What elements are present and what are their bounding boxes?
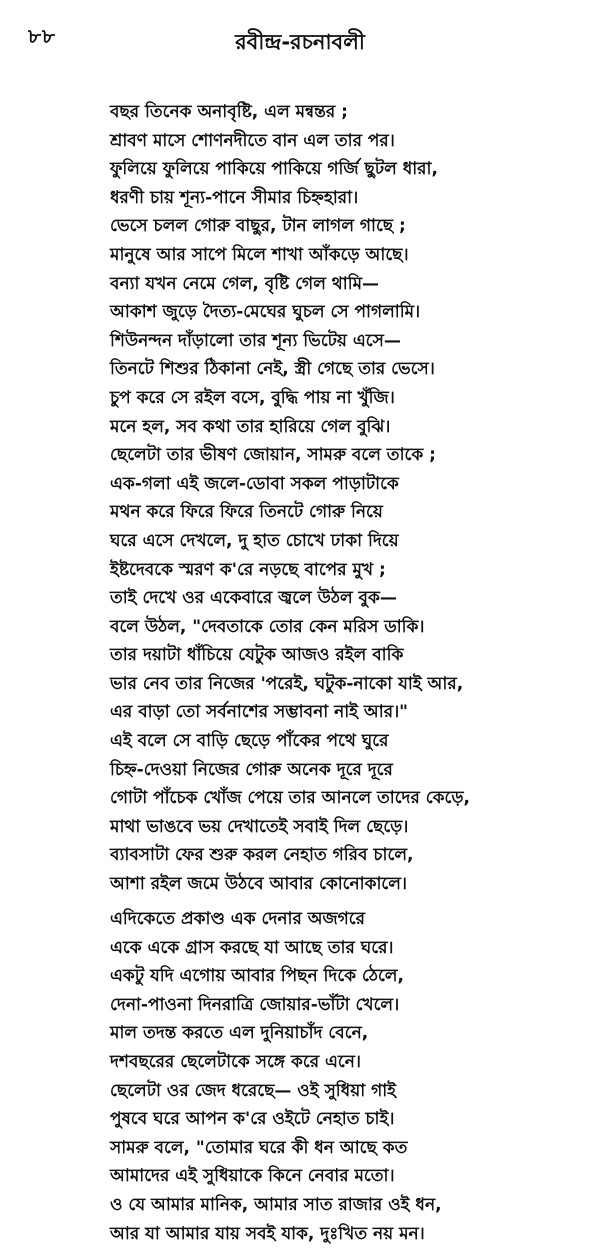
poem-line: বন্যা যখন নেমে গেল, বৃষ্টি গেল থামি— <box>110 273 380 294</box>
poem-line: তিনটে শিশুর ঠিকানা নেই, স্ত্রী গেছে তার ভেসে। <box>110 359 435 380</box>
poem-line: আকাশ জুড়ে দৈত্য-মেঘের ঘুচল সে পাগলামি। <box>110 302 421 323</box>
poem-line: ভার নেব তার নিজের 'পরেই, ঘটুক-নাকো যাই আর, <box>110 673 464 694</box>
poem-line: চিহ্ন-দেওয়া নিজের গোরু অনেক দূরে দূরে <box>110 759 393 780</box>
poem-line: আর যা আমার যায় সবই যাক, দুঃখিত নয় মন। <box>110 1223 425 1244</box>
poem-line: দেনা-পাওনা দিনরাত্রি জোয়ার-ভাঁটা খেলে। <box>110 994 400 1015</box>
poem-line: এর বাড়া তো সর্বনাশের সম্ভাবনা নাই আর।" <box>110 702 409 723</box>
poem-line: ব্যাবসাটা ফের শুরু করল নেহাত গরিব চালে, <box>110 845 414 866</box>
poem-line: আশা রইল জমে উঠবে আবার কোনোকালে। <box>110 874 407 895</box>
poem-line: ছেলেটা তার ভীষণ জোয়ান, সামরু বলে তাকে ; <box>110 445 436 466</box>
poem-line: মাথা ভাঙবে ভয় দেখাতেই সবাই দিল ছেড়ে। <box>110 816 409 837</box>
poem-line: মাল তদন্ত করতে এল দুনিয়াচাঁদ বেনে, <box>110 1023 369 1044</box>
poem-line: সামরু বলে, "তোমার ঘরে কী ধন আছে কত <box>110 1137 408 1158</box>
poem-line: মনে হল, সব কথা তার হারিয়ে গেল বুঝি। <box>110 416 391 437</box>
poem-line: মানুষে আর সাপে মিলে শাখা আঁকড়ে আছে। <box>110 244 409 265</box>
poem-line: ঘরে এসে দেখলে, দু হাত চোখে ঢাকা দিয়ে <box>110 530 399 551</box>
poem-line: ফুলিয়ে ফুলিয়ে পাকিয়ে পাকিয়ে গর্জি ছুটল ধারা, <box>110 159 438 180</box>
poem-line: ভেসে চলল গোরু বাছুর, টান লাগল গাছে ; <box>110 216 406 237</box>
poem-line: ছেলেটা ওর জেদ ধরেছে— ওই সুধিয়া গাই <box>110 1080 396 1101</box>
poem-line: একটু যদি এগোয় আবার পিছন দিকে ঠেলে, <box>110 966 404 987</box>
poem-line: দশবছরের ছেলেটাকে সঙ্গে করে এনে। <box>110 1051 361 1072</box>
poem-line: শ্রাবণ মাসে শোণনদীতে বান এল তার পর। <box>110 130 395 151</box>
page-number: ৮৮ <box>28 24 56 48</box>
poem-line: একে একে গ্রাস করছে যা আছে তার ঘরে। <box>110 937 394 958</box>
poem-line: গোটা পাঁচেক খোঁজ পেয়ে তার আনলে তাদের কেড়ে, <box>110 788 470 809</box>
poem-line: পুষবে ঘরে আপন ক'রে ওইটে নেহাত চাই। <box>110 1109 395 1130</box>
poem-line: ধরণী চায় শূন্য-পানে সীমার চিহ্নহারা। <box>110 187 359 208</box>
poem-line: শিউনন্দন দাঁড়ালো তার শূন্য ভিটেয় এসে— <box>110 330 401 351</box>
poem-line: আমাদের এই সুধিয়াকে কিনে নেবার মতো। <box>110 1166 395 1187</box>
running-title: রবীন্দ্র-রচনাবলী <box>235 30 365 54</box>
poem-line: বছর তিনেক অনাবৃষ্টি, এল মন্বন্তর ; <box>110 102 348 122</box>
poem-line: চুপ করে সে রইল বসে, বুদ্ধি পায় না খুঁজি। <box>110 387 395 408</box>
poem-line: ও যে আমার মানিক, আমার সাত রাজার ওই ধন, <box>110 1194 442 1215</box>
poem-stanza-1 <box>110 98 590 899</box>
poem-line: এদিকেতে প্রকাণ্ড এক দেনার অজগরে <box>110 909 365 929</box>
poem-line: মথন করে ফিরে ফিরে তিনটে গোরু নিয়ে <box>110 502 383 523</box>
poem-line: তাই দেখে ওর একেবারে জ্বলে উঠল বুক— <box>110 588 397 609</box>
poem-line: এক-গলা এই জলে-ডোবা সকল পাড়াটাকে <box>110 473 399 494</box>
poem-line: তার দয়াটা ধাঁচিয়ে যেটুক আজও রইল বাকি <box>110 645 404 666</box>
poem-line: ইষ্টদেবকে স্মরণ ক'রে নড়ছে বাপের মুখ ; <box>110 559 386 580</box>
poem-line: এই বলে সে বাড়ি ছেড়ে পাঁকের পথে ঘুরে <box>110 731 389 752</box>
poem-stanza-2 <box>110 905 590 1248</box>
poem-line: বলে উঠল, "দেবতাকে তোর কেন মরিস ডাকি। <box>110 616 425 637</box>
